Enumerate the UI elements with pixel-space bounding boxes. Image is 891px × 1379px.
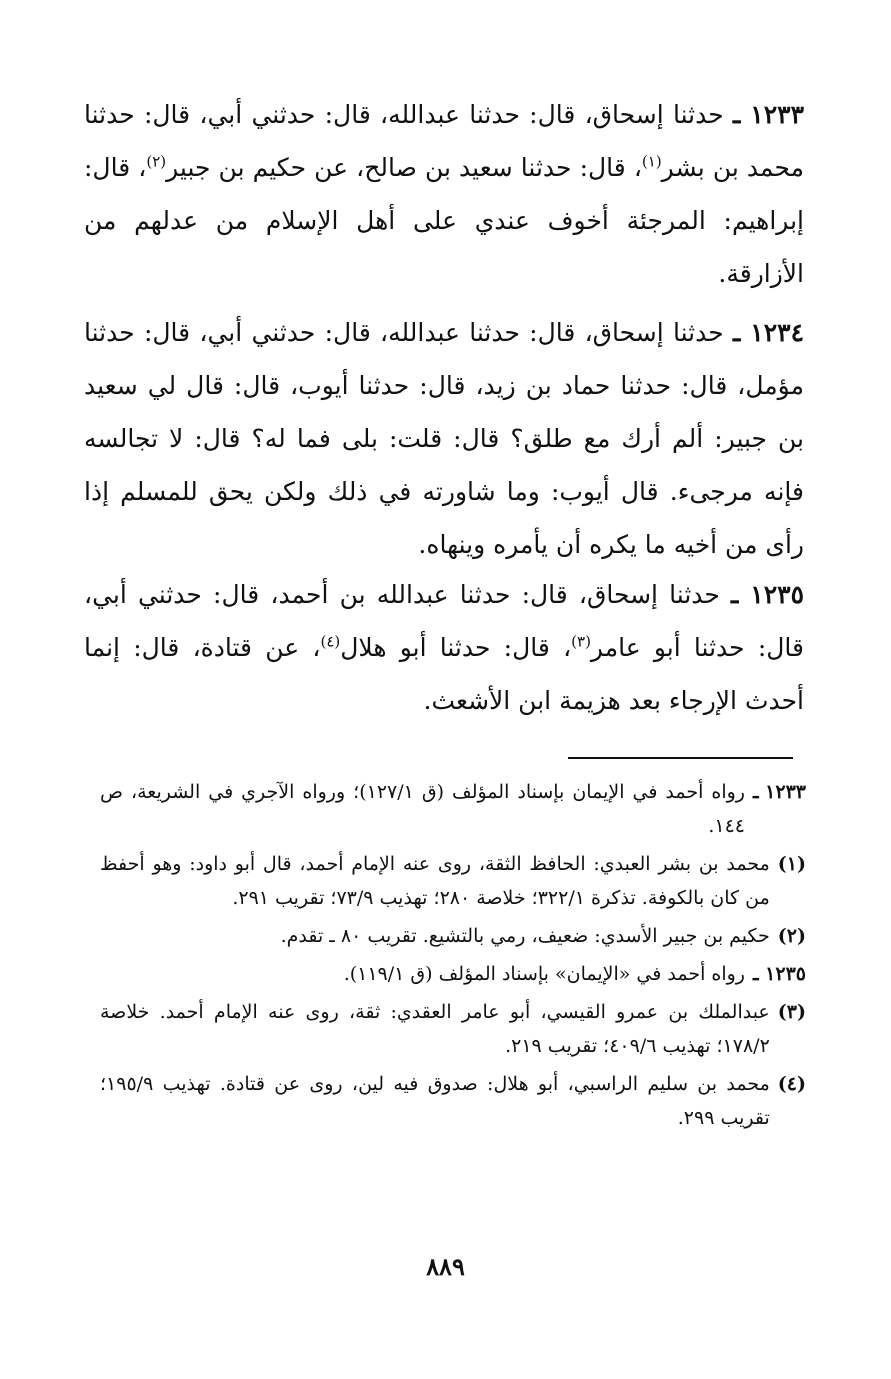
hadith-number: ١٢٣٥ ـ <box>731 580 804 609</box>
footnote-text: عبدالملك بن عمرو القيسي، أبو عامر العقدي: ثقة، روى عنه الإمام أحمد. خلاصة ١٧٨/٢؛ تهذيب ٤٠٩/٦؛ تقريب ٢١٩. <box>100 1001 770 1057</box>
footnote-item <box>100 847 806 915</box>
hadith-1233 <box>84 88 804 300</box>
footnotes-section <box>100 775 806 1139</box>
footnote-label: ١٢٣٥ ـ <box>752 963 806 985</box>
footnote-text: رواه أحمد في الإيمان بإسناد المؤلف (ق ١٢٧/١)؛ ورواه الآجري في الشريعة، ص ١٤٤. <box>100 781 745 837</box>
footnote-label: (٤) <box>777 1073 806 1095</box>
hadith-1235 <box>84 568 804 727</box>
footnote-label: ١٢٣٣ ـ <box>752 781 806 803</box>
hadith-text: ، قال: حدثنا سعيد بن صالح، عن حكيم بن جبير <box>166 153 642 182</box>
footnote-label: (٣) <box>777 1001 806 1023</box>
hadith-text: حدثنا إسحاق، قال: حدثنا عبدالله، قال: حدثني أبي، قال: حدثنا محمد بن بشر <box>84 100 804 182</box>
footnote-item <box>100 775 806 843</box>
footnote-item <box>100 1067 806 1135</box>
footnote-label: (٢) <box>777 925 806 947</box>
hadith-text: ، عن قتادة، قال: إنما أحدث الإرجاء بعد هزيمة ابن الأشعث. <box>84 633 804 715</box>
hadith-number: ١٢٣٤ ـ <box>732 318 805 347</box>
hadith-text: ، قال: حدثنا أبو هلال <box>340 633 572 662</box>
footnote-ref-2[interactable]: (٢) <box>146 152 167 171</box>
footnote-ref-4[interactable]: (٤) <box>320 632 341 651</box>
hadith-text: حدثنا إسحاق، قال: حدثنا عبدالله، قال: حدثني أبي، قال: حدثنا مؤمل، قال: حدثنا حماد بن زيد، قال: حدثنا أيوب، قال: قال لي سعيد بن جبير: ألم أرك مع طلق؟ قال: قلت: بلى فما له؟ قال: لا تجالسه فإنه مرجىء. قال أيوب: وما شاورته في ذلك ولكن يحق للمسلم إذا رأى من أخيه ما يكره أن يأمره وينهاه. <box>84 318 804 559</box>
hadith-number: ١٢٣٣ ـ <box>732 100 805 129</box>
footnote-ref-1[interactable]: (١) <box>641 152 662 171</box>
footnote-text: محمد بن بشر العبدي: الحافظ الثقة، روى عنه الإمام أحمد، قال أبو داود: وهو أحفظ من كان بالكوفة. تذكرة ٣٢٢/١؛ خلاصة ٢٨٠؛ تهذيب ٧٣/٩؛ تقريب ٢٩١. <box>100 853 770 909</box>
hadith-text: ، قال: إبراهيم: المرجئة أخوف عندي على أهل الإسلام من عدلهم من الأزارقة. <box>84 153 804 288</box>
footnote-item <box>100 919 806 953</box>
footnote-divider <box>568 757 793 759</box>
footnote-ref-3[interactable]: (٣) <box>571 632 591 651</box>
footnote-text: محمد بن سليم الراسبي، أبو هلال: صدوق فيه لين، روى عن قتادة. تهذيب ١٩٥/٩؛ تقريب ٢٩٩. <box>100 1073 770 1129</box>
footnote-label: (١) <box>777 853 806 875</box>
footnote-item <box>100 957 806 991</box>
hadith-1234 <box>84 306 804 571</box>
footnote-item <box>100 995 806 1063</box>
footnote-text: حكيم بن جبير الأسدي: ضعيف، رمي بالتشيع. تقريب ٨٠ ـ تقدم. <box>280 925 770 947</box>
hadith-text: حدثنا إسحاق، قال: حدثنا عبدالله بن أحمد، قال: حدثني أبي، قال: حدثنا أبو عامر <box>84 580 804 662</box>
footnote-text: رواه أحمد في «الإيمان» بإسناد المؤلف (ق ١١٩/١). <box>343 963 745 985</box>
page-number: ٨٨٩ <box>426 1252 465 1281</box>
